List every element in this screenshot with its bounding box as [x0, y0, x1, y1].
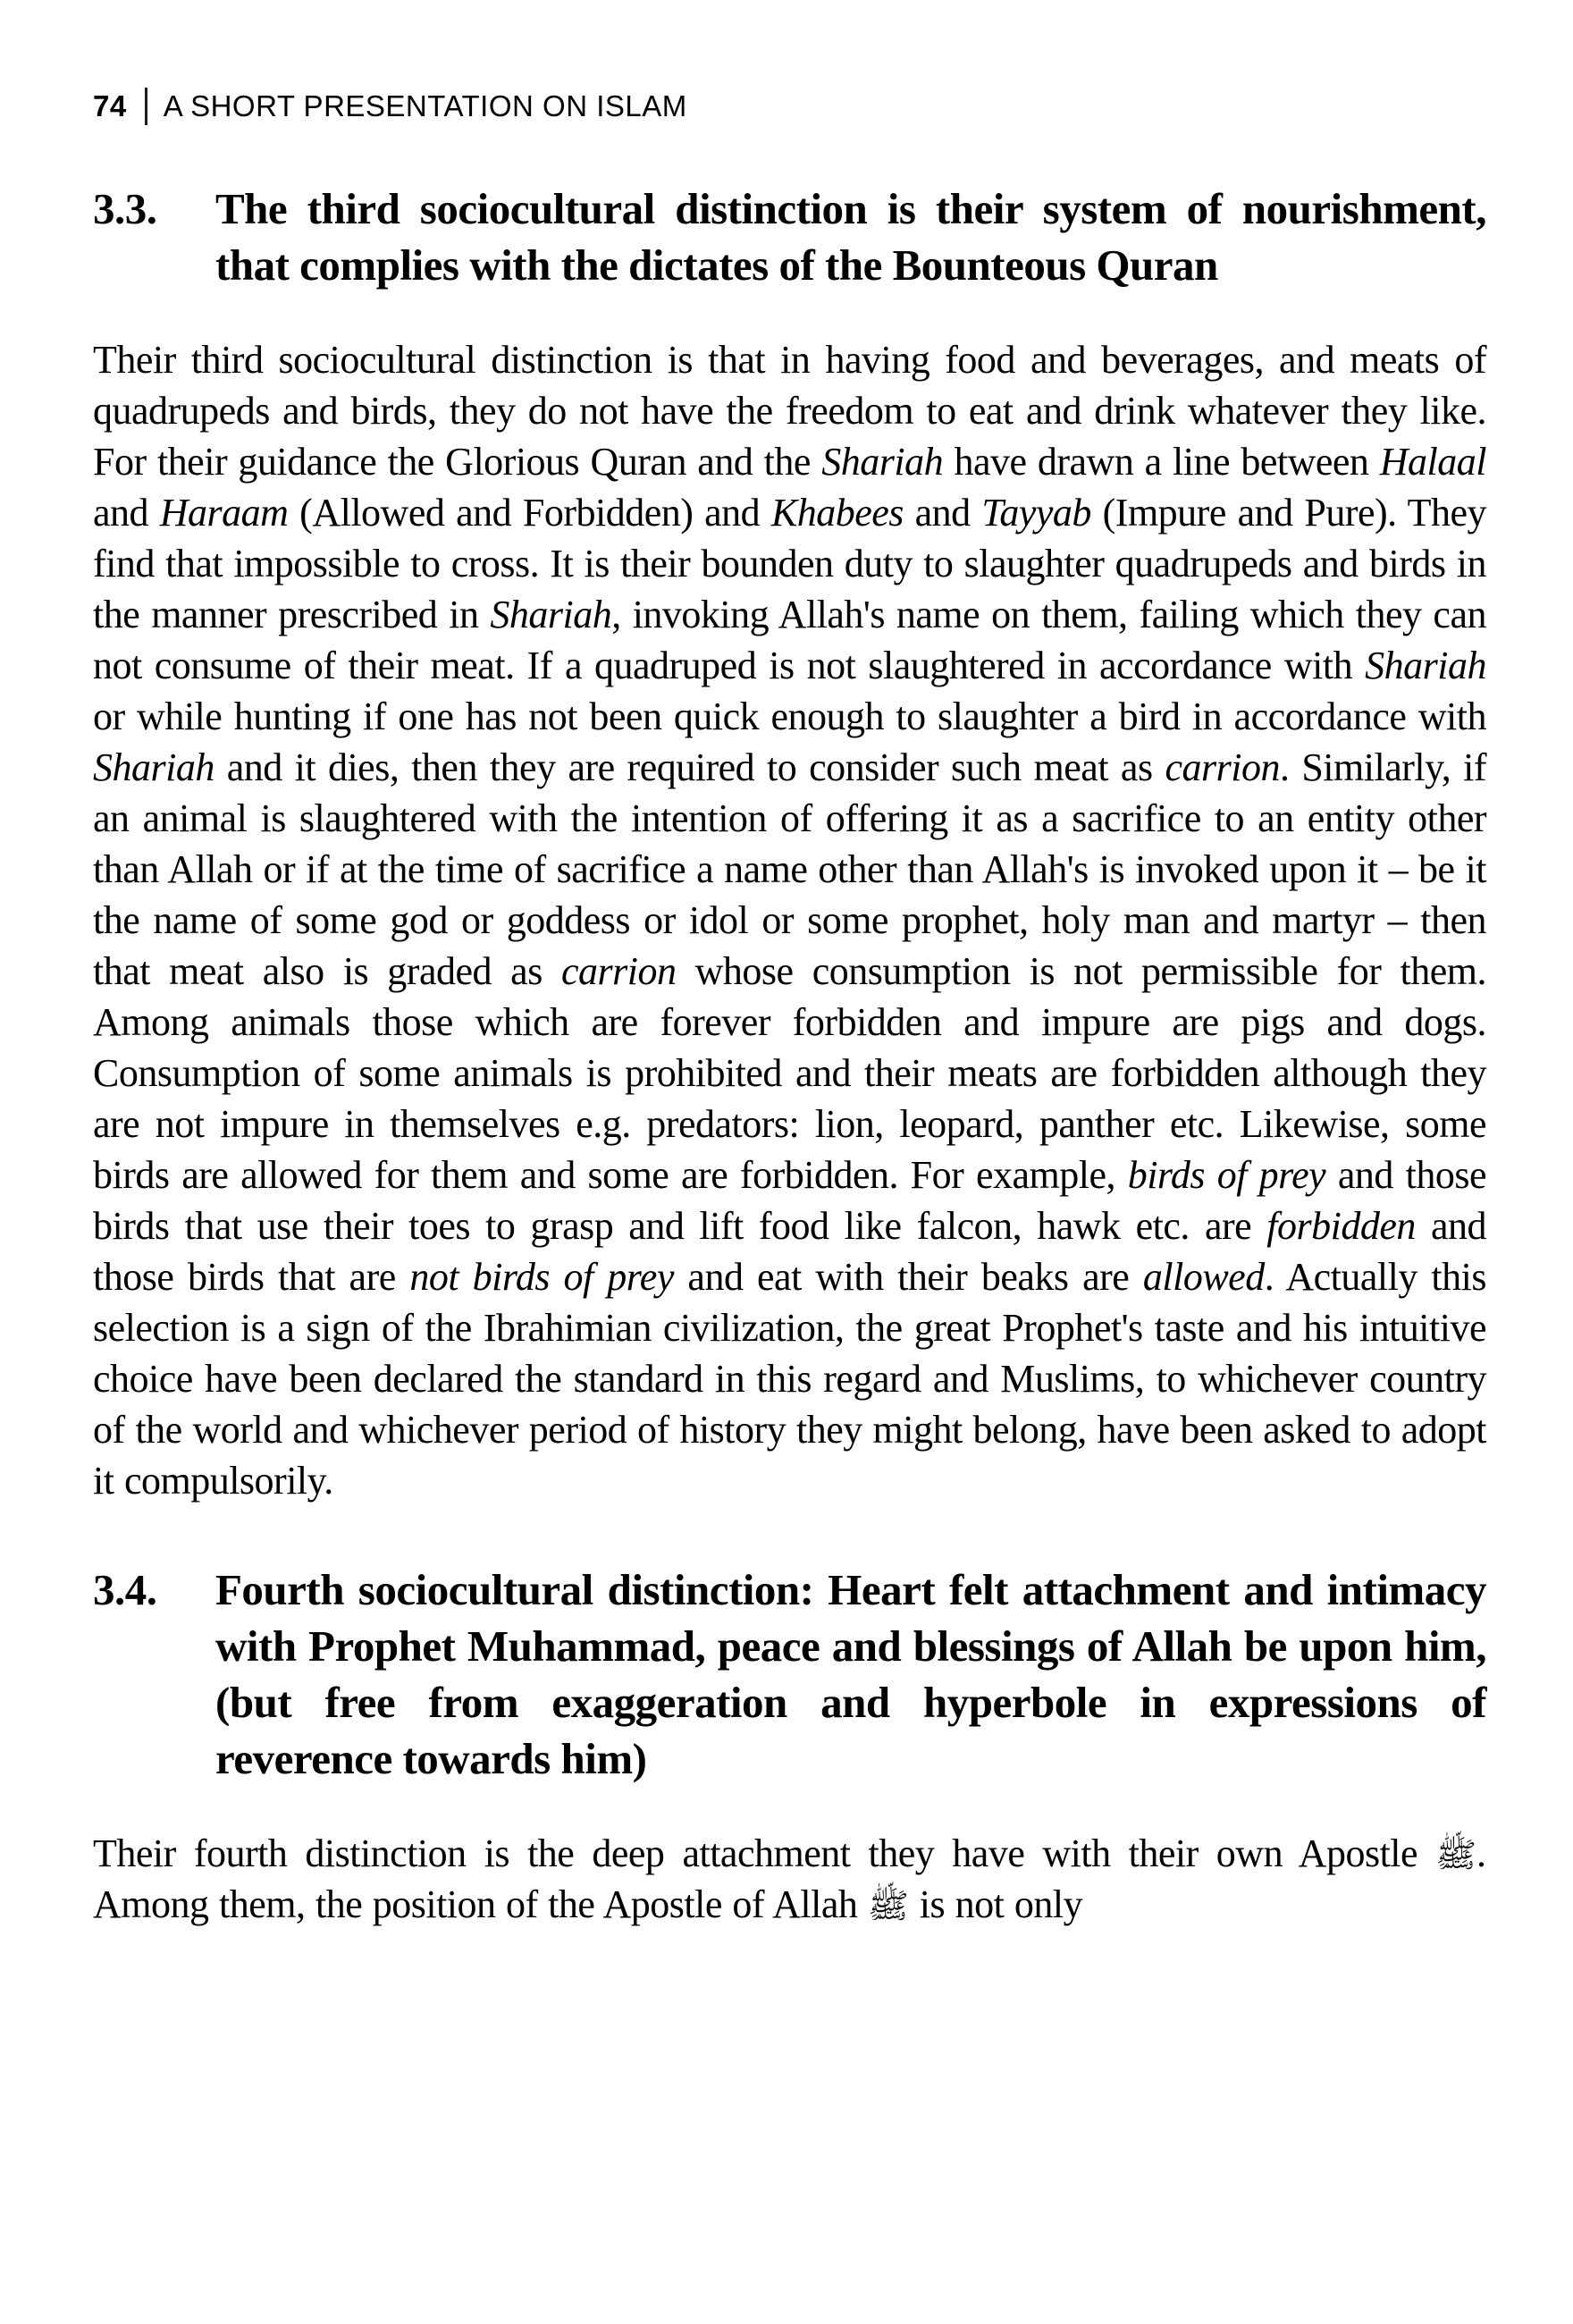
- italic-term: Shariah: [1365, 644, 1486, 687]
- section-3-4: [93, 1562, 1486, 1930]
- text-run: whose consumption is not permissible for them. Among animals those which are forever forbidden and impure are pigs and dogs. Consumption of some animals is prohibited and their meats are forbidden although they are not impure in themselves e.g. predators: lion, leopard, panther etc. Likewise, some birds are allowed for them and some are forbidden. For example,: [93, 949, 1487, 1197]
- section-3-3-paragraph: [93, 334, 1486, 1506]
- section-3-4-paragraph: [93, 1828, 1486, 1930]
- section-3-4-number: 3.4.: [93, 1565, 157, 1614]
- section-3-3-title: The third sociocultural distinction is their system of nourishment, that complies with the dictates of the Bounteous Quran: [215, 184, 1486, 290]
- text-run: . Actually this selection is a sign of the Ibrahimian civilization, the great Prophet's taste and his intuitive choice have been declared the standard in this regard and Muslims, to whichever country of the world and whichever period of history they might belong, have been asked to adopt it compulsorily.: [93, 1255, 1486, 1503]
- section-3-4-heading: [93, 1562, 1486, 1787]
- text-run: (Impure and Pure). They find that impossible to cross. It is their bounden duty to slaughter quadrupeds and birds in the manner prescribed in: [93, 491, 1487, 636]
- italic-term: allowed: [1142, 1255, 1265, 1299]
- text-run: and: [903, 491, 982, 535]
- text-run: Their fourth distinction is the deep attachment they have with their own Apostle: [93, 1831, 1436, 1875]
- italic-term: Shariah: [490, 593, 612, 636]
- section-3-3: [93, 181, 1486, 1506]
- pbuh-calligraphy-icon: ﷺ: [867, 1886, 909, 1925]
- text-run: or while hunting if one has not been quick enough to slaughter a bird in accordance with: [93, 695, 1486, 738]
- text-run: Their third sociocultural distinction is that in having food and beverages, and meats of quadrupeds and birds, they do not have the freedom to eat and drink whatever they like. For their guidance the Glorious Quran and the: [93, 338, 1486, 484]
- italic-term: Khabees: [770, 491, 904, 535]
- text-run: have drawn a line between: [943, 440, 1380, 484]
- pbuh-calligraphy-icon: ﷺ: [1435, 1835, 1476, 1874]
- italic-term: Halaal: [1379, 440, 1486, 484]
- section-3-3-heading: [93, 181, 1486, 293]
- italic-term: carrion: [1165, 745, 1280, 789]
- italic-term: Shariah: [93, 745, 214, 789]
- italic-term: carrion: [560, 949, 677, 993]
- text-run: and those birds that use their toes to grasp and lift food like falcon, hawk etc. are: [93, 1153, 1486, 1248]
- header-separator: [145, 88, 147, 125]
- text-run: (Allowed and Forbidden) and: [288, 491, 771, 535]
- italic-term: birds of prey: [1127, 1153, 1326, 1197]
- text-run: , invoking Allah's name on them, failing which they can not consume of their meat. If a quadruped is not slaughtered in accordance with: [93, 593, 1486, 687]
- italic-term: not birds of prey: [409, 1255, 674, 1299]
- section-3-4-title: Fourth sociocultural distinction: Heart felt attachment and intimacy with Prophet Muhammad, peace and blessings of Allah be upon him, (but free from exaggeration and hyperbole in expressions of reverence towards him): [215, 1565, 1486, 1783]
- italic-term: Tayyab: [981, 491, 1091, 535]
- section-3-3-number: 3.3.: [93, 184, 157, 233]
- running-header: [93, 0, 1486, 127]
- text-run: . Among them, the position of the Apostle of Allah: [93, 1831, 1486, 1926]
- text-run: and those birds that are: [93, 1204, 1486, 1299]
- text-run: and: [93, 491, 160, 535]
- text-run: and eat with their beaks are: [673, 1255, 1143, 1299]
- text-run: . Similarly, if an animal is slaughtered with the intention of offering it as a sacrifice to an entity other than Allah or if at the time of sacrifice a name other than Allah's is invoked upon it – be it the name of some god or goddess or idol or some prophet, holy man and martyr – then that meat also is graded as: [93, 745, 1486, 993]
- book-title: A SHORT PRESENTATION ON ISLAM: [163, 89, 687, 122]
- text-run: is not only: [908, 1882, 1083, 1926]
- text-run: and it dies, then they are required to consider such meat as: [214, 745, 1165, 789]
- italic-term: forbidden: [1266, 1204, 1416, 1248]
- page-number: 74: [93, 89, 127, 122]
- italic-term: Shariah: [821, 440, 944, 484]
- italic-term: Haraam: [159, 491, 289, 535]
